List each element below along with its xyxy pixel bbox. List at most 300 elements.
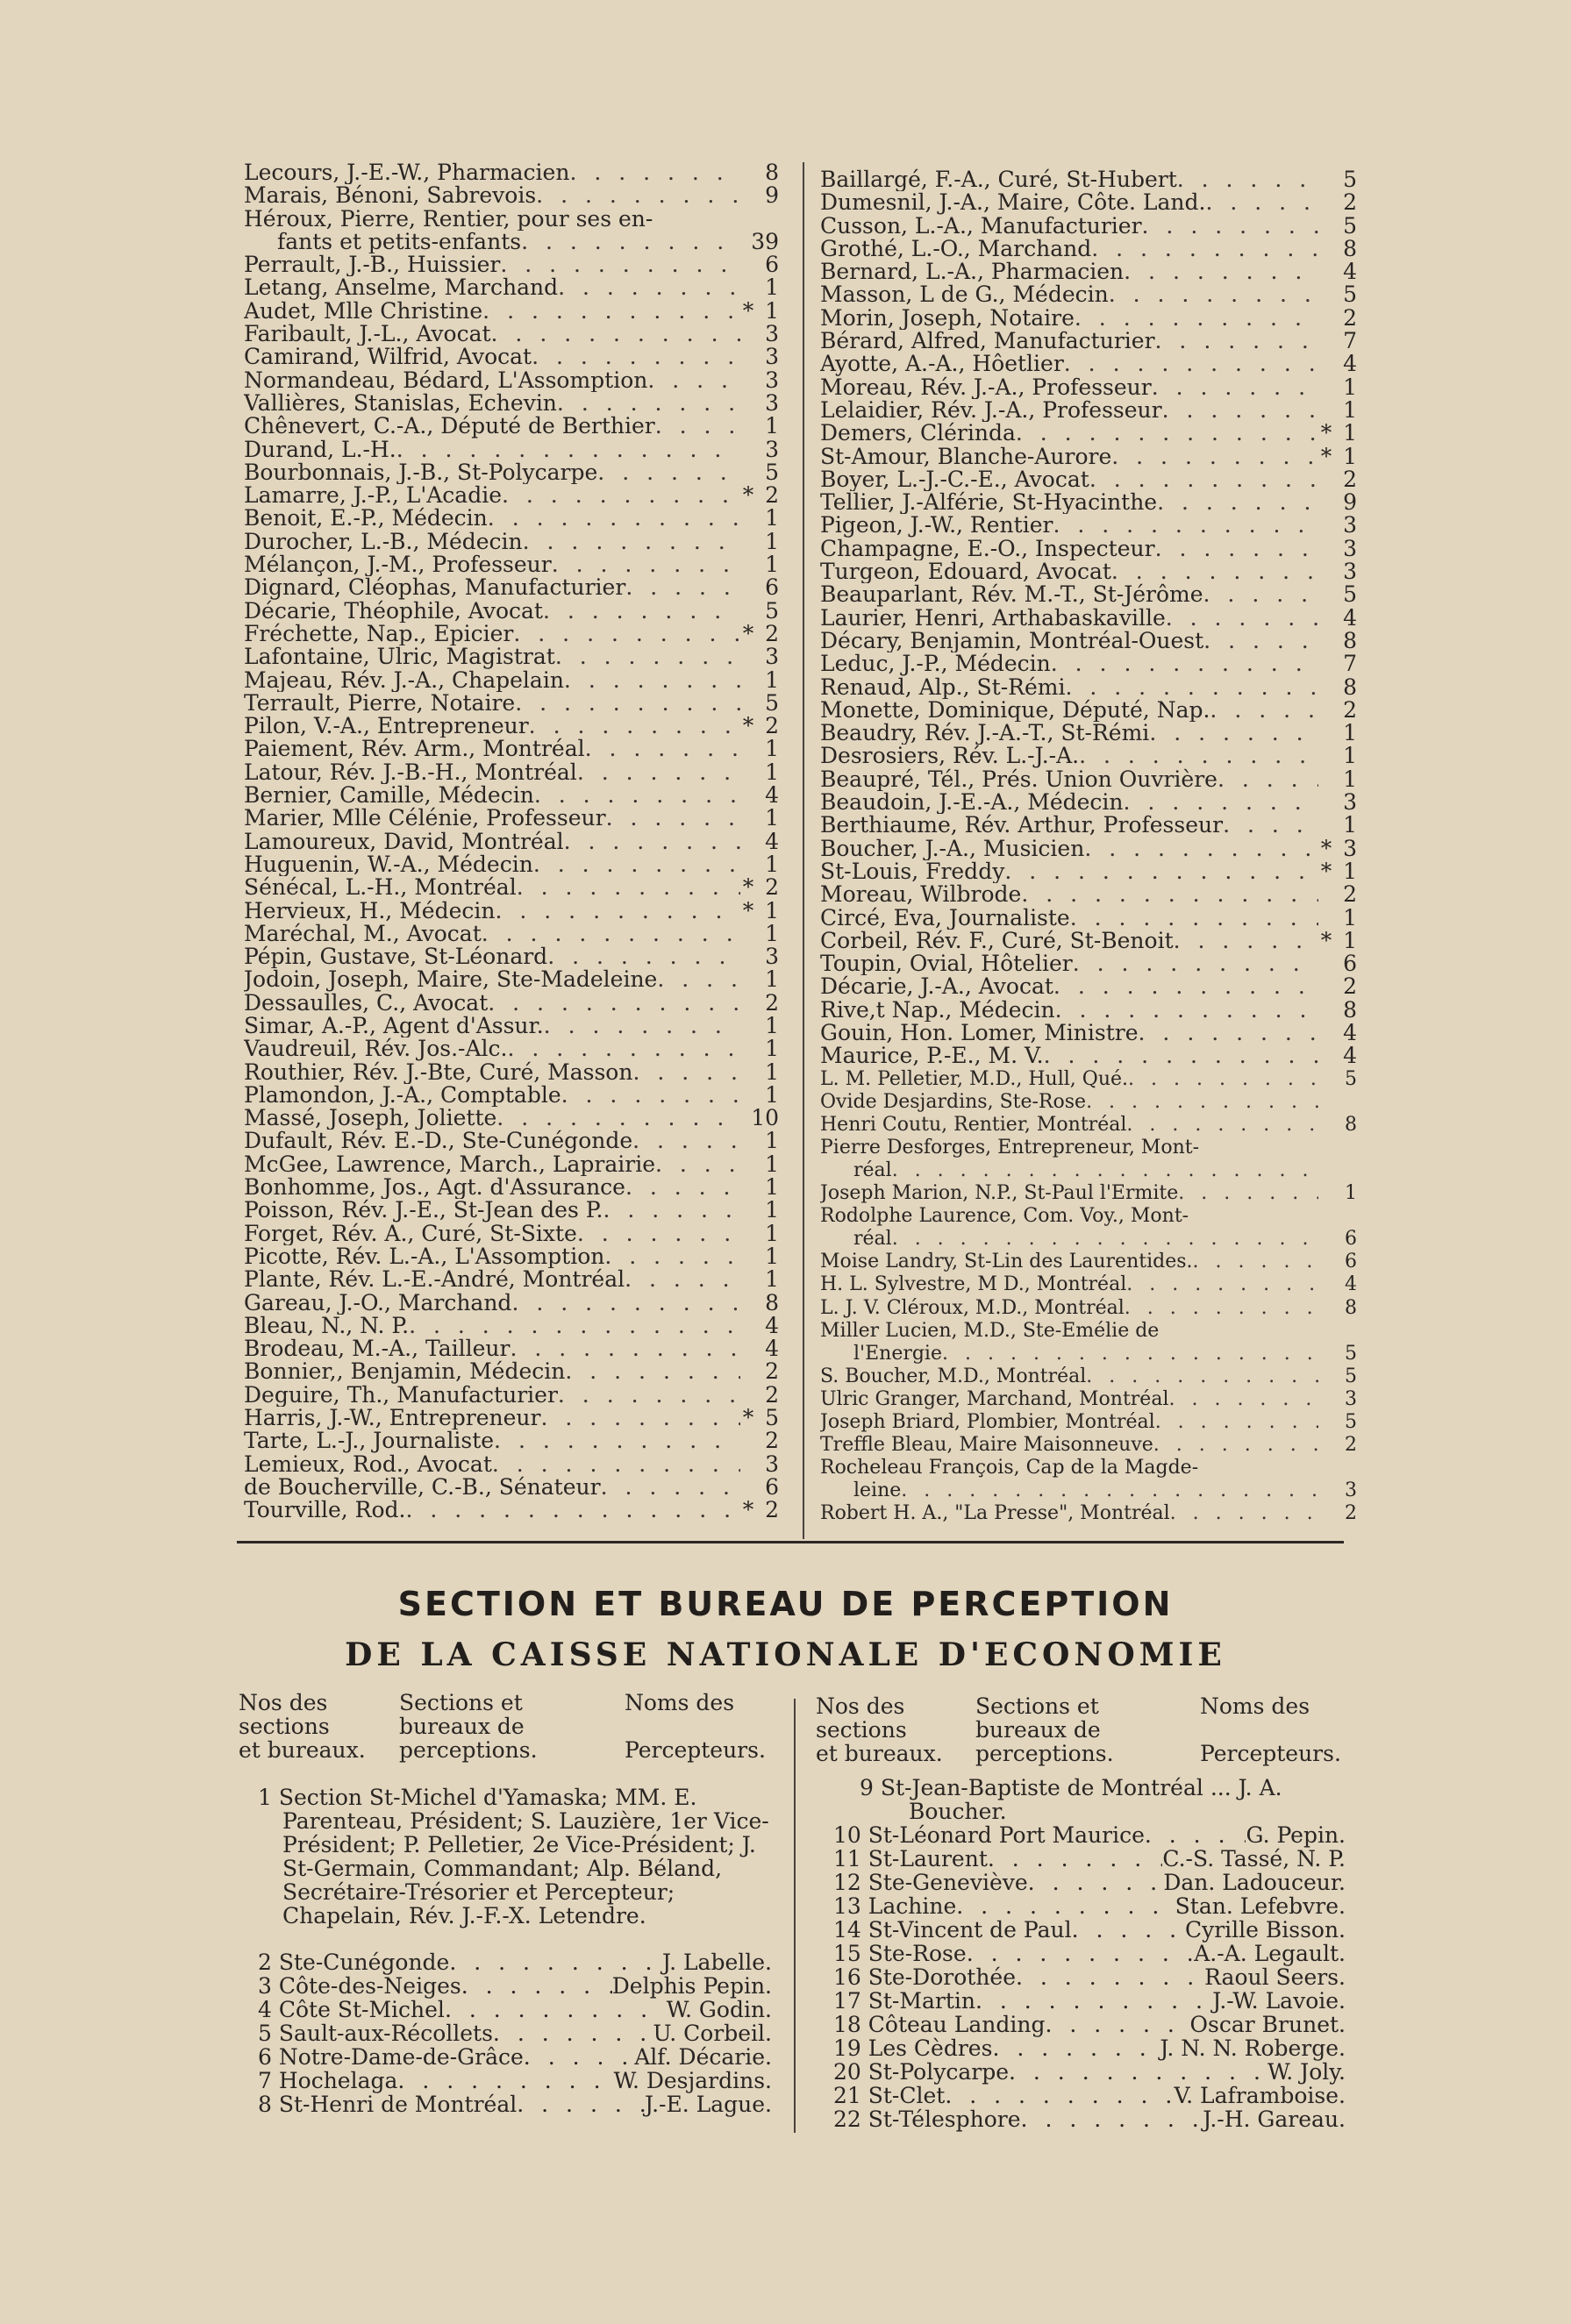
leader-dots (1157, 491, 1318, 514)
leader-dots (597, 461, 740, 484)
leader-dots (1128, 1068, 1318, 1091)
leader-dots (1223, 814, 1318, 837)
leader-dots (1139, 1022, 1318, 1044)
section-row (258, 2045, 772, 2069)
section-row (833, 1918, 1346, 1942)
entry-name: Marais, Bénoni, Sabrevois (244, 184, 537, 208)
leader-dots (1124, 260, 1318, 283)
leader-dots (558, 1384, 740, 1407)
section-collector: V. Laframboise. (1174, 2083, 1346, 2108)
entry-name: Bernard, L.-A., Pharmacien (820, 260, 1125, 284)
leader-dots (1218, 768, 1318, 791)
section-collector: Alf. Décarie. (634, 2044, 772, 2070)
entry-count: 4 (765, 1337, 779, 1361)
leader-dots (1016, 1965, 1204, 1989)
entry-name: Desrosiers, Rév. L.-J.-A. (820, 745, 1080, 768)
list-item (820, 1411, 1357, 1434)
section-row (833, 1823, 1346, 1847)
leader-dots (1153, 1434, 1318, 1457)
entry-name: Ulric Granger, Marchand, Montréal (820, 1387, 1169, 1410)
leader-dots (496, 1107, 735, 1130)
leader-dots (534, 784, 740, 807)
list-item (244, 1476, 779, 1499)
entry-count: 1 (765, 1060, 779, 1084)
entry-count: 1 (765, 1083, 779, 1108)
list-item (244, 415, 779, 438)
leader-dots (544, 1015, 740, 1037)
list-item (820, 1388, 1357, 1411)
entry-marker: * (742, 1499, 754, 1522)
leader-dots (992, 2036, 1160, 2060)
leader-dots (604, 1245, 740, 1268)
entry-name: Bonhomme, Jos., Agt. d'Assurance (244, 1176, 625, 1200)
entry-count: 1 (765, 553, 779, 577)
leader-dots (524, 2045, 634, 2069)
section-collector: Delphis Pepin. (611, 1973, 772, 1999)
leader-dots (1021, 2107, 1203, 2131)
list-item (244, 807, 779, 830)
leader-dots (942, 1343, 1318, 1365)
list-item (244, 208, 779, 231)
list-item (244, 1453, 779, 1476)
section-place: 11 St-Laurent (833, 1846, 988, 1871)
list-item (244, 1153, 779, 1176)
entry-count: 1 (765, 922, 779, 946)
entry-count: 6 (1345, 1251, 1357, 1273)
entry-count: 1 (765, 1176, 779, 1200)
section-place: 19 Les Cèdres (833, 2035, 993, 2061)
list-item (244, 600, 779, 623)
leader-dots (1111, 560, 1318, 583)
leader-dots (1086, 1091, 1318, 1114)
entry-count: 1 (765, 1037, 779, 1061)
leader-dots (1109, 283, 1318, 306)
list-item (820, 1022, 1357, 1044)
entry-name: Ovide Desjardins, Ste-Rose (820, 1090, 1087, 1113)
leader-dots (405, 1499, 740, 1522)
entry-count: 6 (1345, 1228, 1357, 1251)
entry-name: de Boucherville, C.-B., Sénateur (244, 1475, 601, 1500)
leader-dots (606, 807, 740, 830)
list-item (244, 576, 779, 599)
list-item (244, 369, 779, 392)
leader-dots (1174, 930, 1318, 952)
entry-name: Pépin, Gustave, St-Léonard (244, 945, 548, 969)
entry-name: Décarie, Théophile, Avocat (244, 599, 543, 623)
entry-name: Dessaulles, C., Avocat (244, 991, 489, 1015)
list-item (820, 538, 1357, 560)
entry-count: 1 (1343, 814, 1357, 838)
entry-name: Toupin, Ovial, Hôtelier (820, 952, 1073, 976)
entry-name: Fréchette, Nap., Epicier (244, 622, 514, 646)
entry-name: Vaudreuil, Rév. Jos.-Alc. (244, 1037, 508, 1061)
entry-name: Moreau, Rév. J.-A., Professeur (820, 375, 1152, 399)
leader-dots (1084, 838, 1318, 860)
leader-dots (517, 876, 740, 899)
list-item (820, 814, 1357, 837)
leader-dots (988, 1847, 1162, 1871)
list-item (820, 1273, 1357, 1296)
leader-dots (510, 1337, 740, 1360)
entry-count: 1 (1343, 722, 1357, 745)
entry-marker: * (742, 899, 754, 923)
section-rows-left (258, 1950, 772, 2116)
entry-count: 1 (765, 852, 779, 877)
list-item (244, 1061, 779, 1084)
section-place: 20 St-Polycarpe (833, 2059, 1010, 2085)
entry-name: Picotte, Rév. L.-A., L'Assomption (244, 1244, 605, 1269)
leader-dots (536, 184, 740, 207)
section-collector: Dan. Ladouceur. (1163, 1870, 1346, 1895)
section-row (833, 2036, 1346, 2060)
entry-name: Bernier, Camille, Médecin (244, 784, 534, 808)
entry-name: Bonnier,, Benjamin, Médecin (244, 1360, 566, 1384)
entry-count: 5 (1343, 583, 1357, 607)
list-item (244, 1268, 779, 1291)
entry-count: 1 (1343, 929, 1357, 953)
entry-name: Maurice, P.-E., M. V. (820, 1044, 1044, 1068)
entry-count: 3 (1345, 1479, 1357, 1502)
section-row (833, 1871, 1346, 1894)
entry-count: 9 (1343, 491, 1357, 515)
list-item (820, 699, 1357, 722)
entry-count: 3 (1345, 1387, 1357, 1410)
section-row (258, 1974, 772, 1998)
section-row (258, 2092, 772, 2116)
entry-count: 3 (765, 438, 779, 461)
entry-name: Ayotte, A.-A., Hôetlier (820, 353, 1064, 376)
entry-name: Routhier, Rév. J.-Bte, Curé, Masson (244, 1060, 633, 1084)
list-item (244, 507, 779, 530)
leader-dots (511, 1292, 740, 1315)
list-item (820, 1434, 1357, 1457)
leader-dots (543, 600, 740, 623)
entry-count: 1 (1343, 445, 1357, 468)
entry-count: 6 (765, 1475, 779, 1500)
entry-count: 2 (1343, 467, 1357, 492)
list-item (244, 1037, 779, 1060)
leader-dots (601, 1476, 740, 1499)
list-item (244, 1223, 779, 1245)
list-item (244, 669, 779, 692)
list-item (244, 484, 779, 507)
section-place: 7 Hochelaga (258, 2068, 398, 2093)
entry-name: Laurier, Henri, Arthabaskaville (820, 606, 1166, 630)
column-divider (803, 162, 804, 1539)
leader-dots (523, 531, 740, 553)
entry-name: Durand, L.-H. (244, 438, 396, 461)
list-item (820, 353, 1357, 375)
list-item (820, 722, 1357, 745)
list-item (244, 323, 779, 346)
leader-dots (561, 1084, 740, 1107)
leader-dots (892, 1228, 1318, 1251)
entry-count: 1 (765, 1199, 779, 1223)
entry-count: 5 (765, 691, 779, 716)
subscriber-list-right (820, 168, 1357, 1525)
entry-name: Durocher, L.-B., Médecin (244, 530, 523, 554)
leader-dots (397, 2069, 613, 2092)
entry-name: Benoit, E.-P., Médecin (244, 507, 488, 531)
section-row (833, 1989, 1346, 2013)
entry-name: Bleau, N., N. P. (244, 1314, 410, 1338)
leader-dots (1065, 676, 1318, 699)
section-place: 17 St-Martin (833, 1988, 975, 2014)
section-row (258, 1998, 772, 2021)
list-item (820, 1479, 1357, 1502)
entry-count: 3 (765, 945, 779, 969)
list-item (244, 968, 779, 991)
entry-name: Boyer, L.-J.-C.-E., Avocat (820, 467, 1089, 492)
list-item (820, 283, 1357, 306)
entry-name: Beaudry, Rév. J.-A.-T., St-Rémi (820, 722, 1150, 745)
list-item (244, 300, 779, 323)
entry-name: Joseph Marion, N.P., St-Paul l'Ermite (820, 1182, 1179, 1205)
entry-name: Paiement, Rév. Arm., Montréal (244, 738, 585, 761)
leader-dots (1028, 1871, 1164, 1894)
list-item (244, 1499, 779, 1522)
list-item (820, 583, 1357, 606)
leader-dots (540, 1407, 740, 1429)
entry-name: Pierre Desforges, Entrepreneur, Mont- (820, 1136, 1200, 1158)
list-item (820, 952, 1357, 975)
leader-dots (1051, 652, 1318, 675)
section-collector: Oscar Brunet. (1189, 2012, 1346, 2037)
list-item (820, 1091, 1357, 1114)
entry-name: réal (853, 1158, 892, 1181)
list-item (820, 838, 1357, 860)
entry-count: 8 (765, 161, 779, 185)
list-item (820, 446, 1357, 468)
leader-dots (1170, 1502, 1318, 1525)
leader-dots (577, 761, 740, 784)
leader-dots (517, 2092, 645, 2116)
list-item (244, 392, 779, 415)
leader-dots (1053, 514, 1318, 537)
entry-count: 1 (1345, 1182, 1357, 1205)
entry-count: 4 (1343, 353, 1357, 376)
list-item (820, 1182, 1357, 1205)
list-item (244, 1337, 779, 1360)
list-item (244, 784, 779, 807)
entry-count: 4 (1343, 1044, 1357, 1068)
entry-count: 3 (765, 1452, 779, 1476)
list-item (820, 1228, 1357, 1251)
leader-dots (564, 831, 740, 853)
leader-dots (625, 1176, 740, 1199)
entry-marker: * (742, 622, 754, 646)
entry-name: Gareau, J.-O., Marchand (244, 1291, 512, 1315)
entry-name: Moise Landry, St-Lin des Laurentides. (820, 1251, 1193, 1273)
entry-name: Maréchal, M., Avocat (244, 922, 482, 946)
entry-name: Pilon, V.-A., Entrepreneur (244, 715, 529, 738)
entry-name: Huguenin, W.-A., Médecin (244, 852, 533, 877)
section-row (833, 2060, 1346, 2084)
entry-name: Leduc, J.-P., Médecin (820, 652, 1051, 676)
entry-name: fants et petits-enfants (277, 230, 522, 254)
section-place: 6 Notre-Dame-de-Grâce (258, 2044, 524, 2070)
list-item (244, 346, 779, 368)
leader-dots (1089, 468, 1318, 491)
entry-count: 5 (1345, 1342, 1357, 1365)
leader-dots (655, 1153, 740, 1176)
list-item (820, 676, 1357, 699)
list-item (820, 1044, 1357, 1067)
list-item (244, 1107, 779, 1130)
list-item (820, 399, 1357, 422)
leader-dots (529, 715, 740, 738)
section-place: 4 Côte St-Michel (258, 1997, 445, 2022)
entry-name: Camirand, Wilfrid, Avocat (244, 346, 532, 369)
leader-dots (445, 1998, 667, 2021)
entry-name: Lemieux, Rod., Avocat (244, 1452, 492, 1476)
leader-dots (502, 484, 740, 507)
list-item (820, 168, 1357, 191)
entry-count: 2 (765, 1383, 779, 1408)
leader-dots (513, 623, 740, 645)
section-row (258, 1950, 772, 1974)
leader-dots (396, 438, 740, 461)
section-place: 13 Lachine (833, 1893, 957, 1919)
header-collectors: Noms des Percepteurs. (625, 1690, 766, 1763)
section-row (833, 2013, 1346, 2036)
entry-count: 2 (765, 484, 779, 508)
leader-dots (1055, 999, 1318, 1022)
entry-name: Décary, Benjamin, Montréal-Ouest (820, 629, 1204, 653)
list-item (820, 930, 1357, 952)
entry-name: Brodeau, M.-A., Tailleur (244, 1337, 511, 1361)
entry-name: Plamondon, J.-A., Comptable (244, 1083, 561, 1108)
entry-count: 3 (1343, 560, 1357, 584)
leader-dots (975, 1989, 1212, 2013)
entry-count: 7 (1343, 330, 1357, 353)
entry-name: Robert H. A., "La Presse", Montréal (820, 1502, 1170, 1525)
entry-count: 4 (765, 784, 779, 808)
leader-dots (1166, 607, 1318, 630)
entry-count: 1 (1343, 767, 1357, 792)
leader-dots (1079, 745, 1318, 767)
list-item (820, 307, 1357, 330)
entry-name: Perrault, J.-B., Huissier (244, 253, 501, 277)
leader-dots (1149, 722, 1318, 745)
leader-dots (577, 1223, 740, 1245)
list-item (820, 745, 1357, 767)
entry-count: 4 (1345, 1273, 1357, 1296)
list-item (820, 468, 1357, 491)
list-item (820, 260, 1357, 283)
leader-dots (491, 323, 740, 346)
list-item (820, 491, 1357, 514)
leader-dots (1203, 583, 1318, 606)
entry-count: 1 (765, 668, 779, 692)
list-item (820, 330, 1357, 353)
section-collector: G. Pepin. (1246, 1822, 1346, 1848)
entry-count: 10 (751, 1107, 779, 1130)
entry-count: 5 (1343, 283, 1357, 307)
entry-count: 8 (1343, 675, 1357, 699)
leader-dots (555, 645, 740, 668)
section-collector: Cyrille Bisson. (1184, 1917, 1346, 1943)
entry-count: 5 (1345, 1410, 1357, 1433)
entry-name: L. J. V. Cléroux, M.D., Montréal (820, 1296, 1125, 1319)
section-rows-right (833, 1823, 1346, 2131)
entry-count: 1 (765, 1152, 779, 1177)
leader-dots (1178, 1182, 1318, 1205)
entry-name: Lecours, J.-E.-W., Pharmacien (244, 161, 570, 185)
list-item (820, 1251, 1357, 1273)
leader-dots (625, 576, 740, 599)
entry-name: Treffle Bleau, Maire Maisonneuve (820, 1434, 1153, 1457)
entry-marker: * (742, 484, 754, 508)
entry-marker: * (1320, 422, 1332, 446)
entry-count: 2 (765, 1499, 779, 1522)
leader-dots (507, 1037, 740, 1060)
section-row (258, 2021, 772, 2045)
entry-name: Lamoureux, David, Montréal (244, 830, 564, 853)
entry-count: 2 (1343, 883, 1357, 907)
entry-count: 1 (1343, 422, 1357, 446)
leader-dots (409, 1315, 740, 1337)
entry-name: Normandeau, Bédard, L'Assomption (244, 368, 648, 392)
list-item (820, 883, 1357, 906)
entry-name: Circé, Eva, Journaliste (820, 906, 1070, 930)
entry-name: Massé, Joseph, Joliette (244, 1107, 497, 1130)
section-collector: J. N. N. Roberge. (1160, 2035, 1346, 2061)
entry-count: 3 (1343, 837, 1357, 860)
entry-count: 8 (1345, 1113, 1357, 1136)
entry-count: 4 (1343, 606, 1357, 630)
entry-count: 1 (765, 1130, 779, 1153)
entry-name: Marier, Mlle Célénie, Professeur (244, 807, 606, 831)
list-item (244, 184, 779, 207)
section-title-line-2: DE LA CAISSE NATIONALE D'ECONOMIE (345, 1636, 1226, 1673)
list-item (244, 1315, 779, 1337)
leader-dots (603, 1199, 740, 1222)
entry-name: Pigeon, J.-W., Rentier (820, 514, 1053, 538)
section-collector: W. Joly. (1267, 2059, 1346, 2085)
entry-count: 8 (1343, 237, 1357, 261)
list-item (244, 161, 779, 184)
entry-name: Deguire, Th., Manufacturier (244, 1383, 558, 1408)
leader-dots (585, 738, 740, 760)
list-item (244, 623, 779, 645)
list-item (820, 1343, 1357, 1365)
leader-dots (1126, 1273, 1318, 1296)
section-collector: C.-S. Tassé, N. P. (1162, 1846, 1346, 1871)
list-item (820, 999, 1357, 1022)
entry-name: Héroux, Pierre, Rentier, pour ses en- (244, 207, 653, 231)
entry-name: Joseph Briard, Plombier, Montréal (820, 1410, 1155, 1433)
header-section-names: Sections et bureaux de perceptions. (399, 1690, 538, 1763)
entry-count: 1 (765, 530, 779, 554)
table-column-divider (794, 1699, 796, 2133)
section-place: 12 Ste-Geneviève (833, 1870, 1028, 1895)
section-collector: Stan. Lefebvre. (1175, 1893, 1346, 1919)
leader-dots (533, 853, 740, 876)
entry-name: Dumesnil, J.-A., Maire, Côte. Land. (820, 191, 1206, 215)
section-row (833, 1965, 1346, 1989)
section-collector: J. Labelle. (661, 1950, 772, 1975)
entry-count: 5 (765, 1407, 779, 1430)
list-item (820, 1205, 1357, 1228)
section-place: 14 St-Vincent de Paul (833, 1917, 1072, 1943)
entry-name: Rive,t Nap., Médecin (820, 998, 1055, 1022)
entry-count: 3 (1343, 514, 1357, 538)
list-item (820, 1159, 1357, 1182)
entry-name: H. L. Sylvestre, M D., Montréal (820, 1273, 1127, 1296)
entry-marker: * (1320, 837, 1332, 860)
list-item (820, 1502, 1357, 1525)
